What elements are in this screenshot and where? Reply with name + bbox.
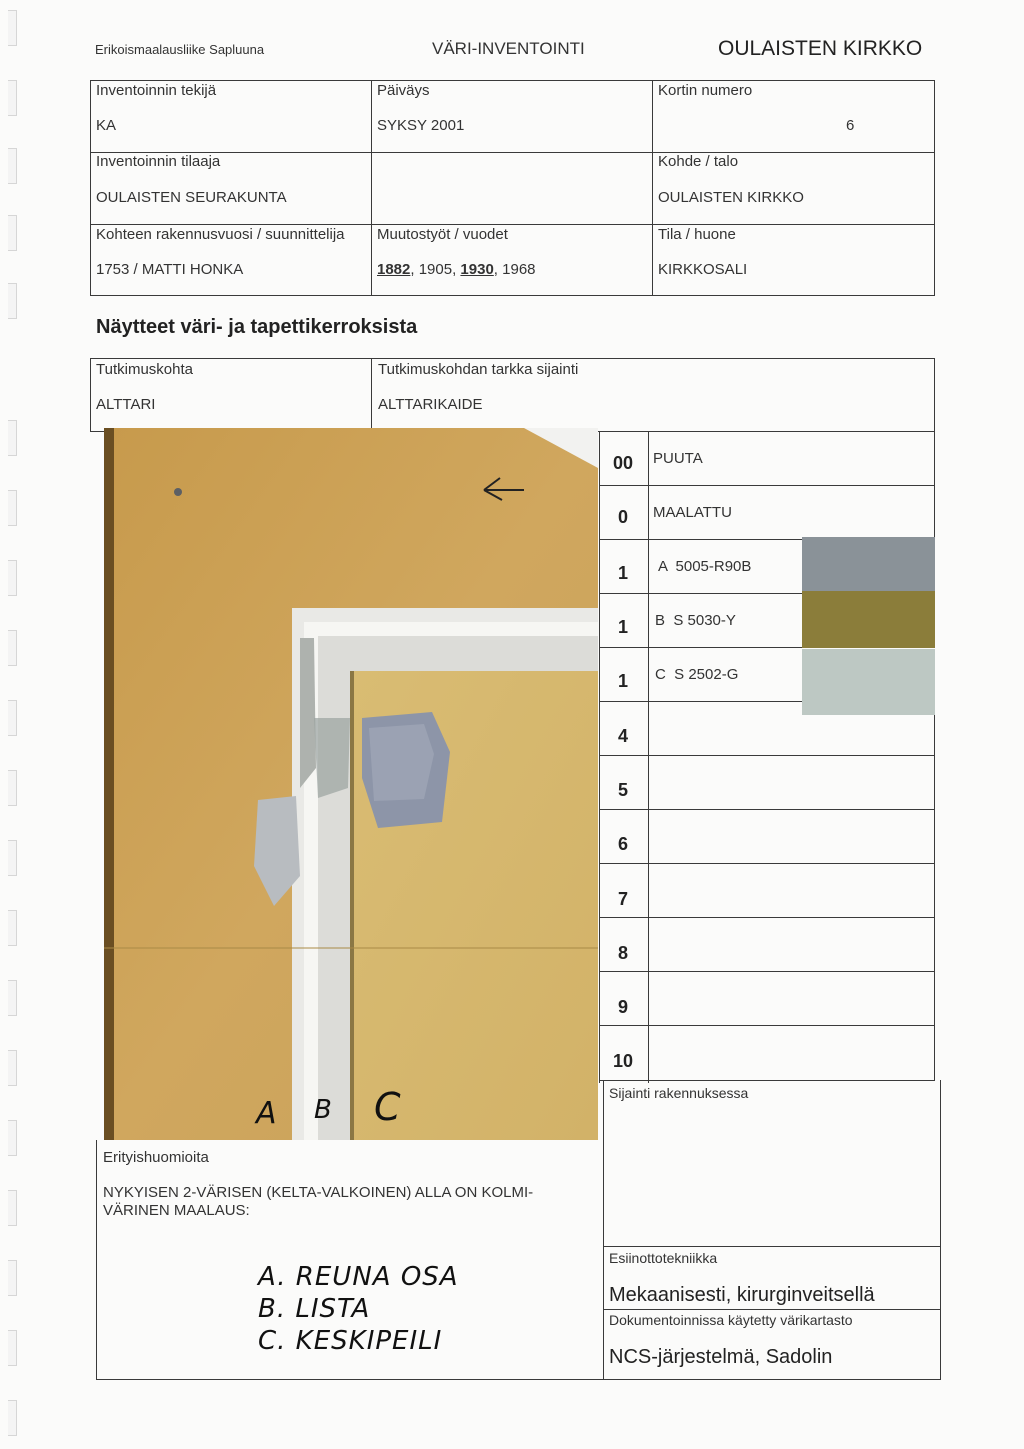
layer-number: 7 <box>617 889 628 909</box>
remarks-text: NYKYISEN 2-VÄRISEN (KELTA-VALKOINEN) ALLA ON KOLMI-VÄRINEN MAALAUS: <box>103 1184 534 1219</box>
renovation-year: 1882 <box>377 261 411 278</box>
client-label: Inventoinnin tilaaja <box>96 153 221 170</box>
binder-hole <box>8 148 17 184</box>
date-value: SYKSY 2001 <box>377 117 465 134</box>
binder-hole <box>8 700 17 736</box>
binder-hole <box>8 980 17 1016</box>
target-value: ALTTARI <box>96 396 156 413</box>
room-value: KIRKKOSALI <box>658 261 748 278</box>
renovation-year: 1930 <box>460 261 494 278</box>
site-title: OULAISTEN KIRKKO <box>718 37 923 60</box>
binder-hole <box>8 1120 17 1156</box>
color-swatch-a <box>802 537 935 594</box>
renovations-value <box>377 261 536 278</box>
renovation-year: , 1905, <box>410 261 461 278</box>
object-label: Kohde / talo <box>658 153 739 170</box>
technique-label: Esiinottotekniikka <box>609 1250 718 1266</box>
layer-number: 9 <box>617 997 628 1017</box>
object-value: OULAISTEN KIRKKO <box>658 189 804 206</box>
photo-letter-b: B <box>314 1095 332 1125</box>
card-number-label: Kortin numero <box>658 82 753 99</box>
client-value: OULAISTEN SEURAKUNTA <box>96 189 287 206</box>
handwritten-note-c: C. KESKIPEILI <box>258 1326 443 1356</box>
binder-hole <box>8 80 17 116</box>
binder-hole <box>8 910 17 946</box>
maker-value: KA <box>96 117 117 134</box>
target-location-value: ALTTARIKAIDE <box>378 396 483 413</box>
layer-description: PUUTA <box>653 450 703 467</box>
layer-number: 4 <box>617 726 628 746</box>
maker-label: Inventoinnin tekijä <box>96 82 217 99</box>
construction-value: 1753 / MATTI HONKA <box>96 261 244 278</box>
binder-hole <box>8 1400 17 1436</box>
binder-hole <box>8 770 17 806</box>
location-label: Sijainti rakennuksessa <box>609 1085 749 1101</box>
binder-hole <box>8 283 17 319</box>
remarks-label: Erityishuomioita <box>103 1149 209 1166</box>
binder-hole <box>8 630 17 666</box>
binder-hole <box>8 10 17 46</box>
layer-description: A 5005-R90B <box>658 558 752 575</box>
document-type: VÄRI-INVENTOINTI <box>432 39 585 58</box>
handwritten-note-a: A. REUNA OSA <box>258 1262 459 1292</box>
room-label: Tila / huone <box>658 226 736 243</box>
binder-hole <box>8 840 17 876</box>
target-label: Tutkimuskohta <box>96 361 193 378</box>
layer-description: MAALATTU <box>653 504 732 521</box>
color-swatch-b <box>802 591 935 648</box>
layer-number: 1 <box>617 671 628 691</box>
target-location-label: Tutkimuskohdan tarkka sijainti <box>378 361 579 378</box>
technique-value: Mekaanisesti, kirurginveitsellä <box>609 1284 875 1306</box>
binder-hole <box>8 1190 17 1226</box>
layer-number: 1 <box>617 617 628 637</box>
photo-letter-a: A <box>256 1096 277 1131</box>
binder-hole <box>8 560 17 596</box>
layer-number: 8 <box>617 943 628 963</box>
binder-hole <box>8 1260 17 1296</box>
layer-number: 6 <box>617 834 628 854</box>
binder-hole <box>8 1330 17 1366</box>
color-chart-label: Dokumentoinnissa käytetty värikartasto <box>609 1312 853 1328</box>
layer-number: 1 <box>617 563 628 583</box>
section-title: Näytteet väri- ja tapettikerroksista <box>96 316 418 338</box>
layer-number: 10 <box>612 1051 634 1071</box>
binder-hole <box>8 420 17 456</box>
binder-hole <box>8 215 17 251</box>
construction-label: Kohteen rakennusvuosi / suunnittelija <box>96 226 345 243</box>
layer-description: C S 2502-G <box>655 666 739 683</box>
layer-number: 0 <box>617 507 628 527</box>
card-number-value: 6 <box>846 117 855 134</box>
layer-description: B S 5030-Y <box>655 612 736 629</box>
layer-number: 00 <box>612 453 634 473</box>
renovations-label: Muutostyöt / vuodet <box>377 226 508 243</box>
date-label: Päiväys <box>377 82 430 99</box>
sample-photo <box>104 428 598 1140</box>
renovation-year: , 1968 <box>493 261 536 278</box>
photo-letter-c: C <box>374 1085 401 1129</box>
company-name: Erikoismaalausliike Sapluuna <box>95 42 265 57</box>
color-chart-value: NCS-järjestelmä, Sadolin <box>609 1346 833 1368</box>
handwritten-note-b: B. LISTA <box>258 1294 371 1324</box>
layer-number: 5 <box>617 780 628 800</box>
color-swatch-c <box>802 649 935 715</box>
binder-hole <box>8 490 17 526</box>
altar-rail-photo <box>104 428 598 1140</box>
binder-hole <box>8 1050 17 1086</box>
